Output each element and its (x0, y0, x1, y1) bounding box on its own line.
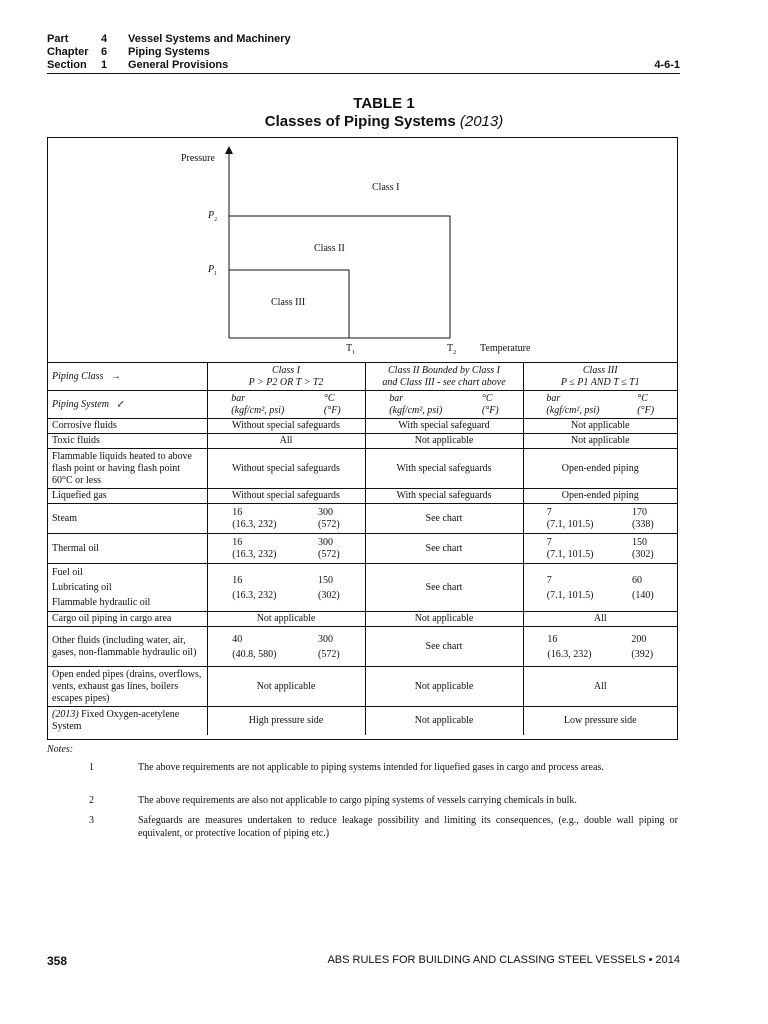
table-row: Toxic fluids All Not applicable Not applicable (48, 434, 677, 449)
table-row: Flammable liquids heated to above flash point or having flash point 60°C or less Without special safeguards With special safeguards Open-ended piping (48, 449, 677, 489)
piping-class-head: Piping Class → (48, 363, 207, 391)
part-title: Vessel Systems and Machinery (128, 33, 291, 45)
right-arrow-icon: → (110, 370, 121, 382)
region-class-1: Class I (372, 182, 400, 193)
page-reference: 4-6-1 (654, 59, 680, 71)
class3-units: bar (kgf/cm², psi) °C (°F) (523, 391, 677, 419)
pressure-temperature-chart (48, 138, 677, 362)
table-subtitle-text: Classes of Piping Systems (264, 113, 456, 130)
section-number: 1 (101, 59, 108, 71)
class2-units: bar (kgf/cm², psi) °C (°F) (365, 391, 523, 419)
running-header (47, 33, 291, 72)
class1-head: Class I P > P2 OR T > T2 (207, 363, 365, 391)
class2-head: Class II Bounded by Class I and Class III - see chart above (365, 363, 523, 391)
piping-system-head: Piping System ↙ (48, 391, 207, 419)
section-label: Section (47, 59, 87, 71)
chapter-label: Chapter (47, 46, 89, 58)
table-row: Liquefied gas Without special safeguards With special safeguards Open-ended piping (48, 489, 677, 504)
y-axis-label: Pressure (181, 153, 215, 164)
class1-units: bar (kgf/cm², psi) °C (°F) (207, 391, 365, 419)
table-row: (2013) Fixed Oxygen-acetylene System High pressure side Not applicable Low pressure side (48, 707, 677, 735)
table-row: Corrosive fluids Without special safeguards With special safeguard Not applicable (48, 419, 677, 434)
t1-label: $T_1$ (346, 343, 356, 356)
publication-footer: ABS RULES FOR BUILDING AND CLASSING STEEL VESSELS • 2014 (327, 954, 680, 966)
table-row: Open ended pipes (drains, overflows, vents, exhaust gas lines, boilers escapes pipes) Not applicable Not applicable All (48, 667, 677, 707)
table-row: Thermal oil 16 (16.3, 232) 300 (572) See chart 7 (7.1, 101.5) 150 (302) (48, 534, 677, 564)
table-subtitle-year: (2013) (459, 113, 504, 130)
down-left-arrow-icon: ↙ (116, 398, 125, 410)
units-row (48, 391, 677, 419)
page-number: 358 (47, 954, 68, 968)
class2-boundary (229, 216, 450, 338)
region-class-2: Class II (314, 243, 345, 254)
region-class-3: Class III (271, 297, 306, 308)
table-subtitle (0, 113, 768, 130)
header-rule (47, 73, 680, 74)
class3-head: Class III P ≤ P1 AND T ≤ T1 (523, 363, 677, 391)
notes-title: Notes: (47, 744, 74, 755)
x-axis-label: Temperature (480, 343, 531, 354)
chapter-title: Piping Systems (128, 46, 210, 58)
piping-class-table (48, 362, 677, 735)
t2-label: $T_2$ (447, 343, 457, 356)
p2-label: $P_2$ (208, 210, 218, 223)
table-row: Cargo oil piping in cargo area Not applicable Not applicable All (48, 612, 677, 627)
table-row: Fuel oil Lubricating oil Flammable hydraulic oil 16 (16.3, 232) 150 (302) See chart 7 (7.1, 101.5) 60 (140) (48, 564, 677, 612)
table-box (47, 137, 678, 740)
part-number: 4 (101, 33, 108, 45)
section-title: General Provisions (128, 59, 229, 71)
table-header-row (48, 363, 677, 391)
p1-label: $P_1$ (208, 264, 218, 277)
table-title: TABLE 1 (353, 95, 415, 112)
table-row: Steam 16 (16.3, 232) 300 (572) See chart 7 (7.1, 101.5) 170 (338) (48, 504, 677, 534)
notes: Notes: 1 The above requirements are not applicable to piping systems intended for liquefied gases in cargo and process areas. 2 The above requirements are also not applicable to cargo piping systems of vessels carrying chemicals in bulk. 3 Safeguards are measures undertaken to reduce leakage possibility and limiting its consequences, (e.g., double wall piping or equivalent, or protective location of piping etc.) (47, 744, 678, 839)
table-row: Other fluids (including water, air, gases, non-flammable hydraulic oil) 40 (40.8, 580) 300 (572) See chart 16 (16.3, 232) 200 (392) (48, 627, 677, 667)
part-label: Part (47, 33, 69, 45)
chapter-number: 6 (101, 46, 108, 58)
